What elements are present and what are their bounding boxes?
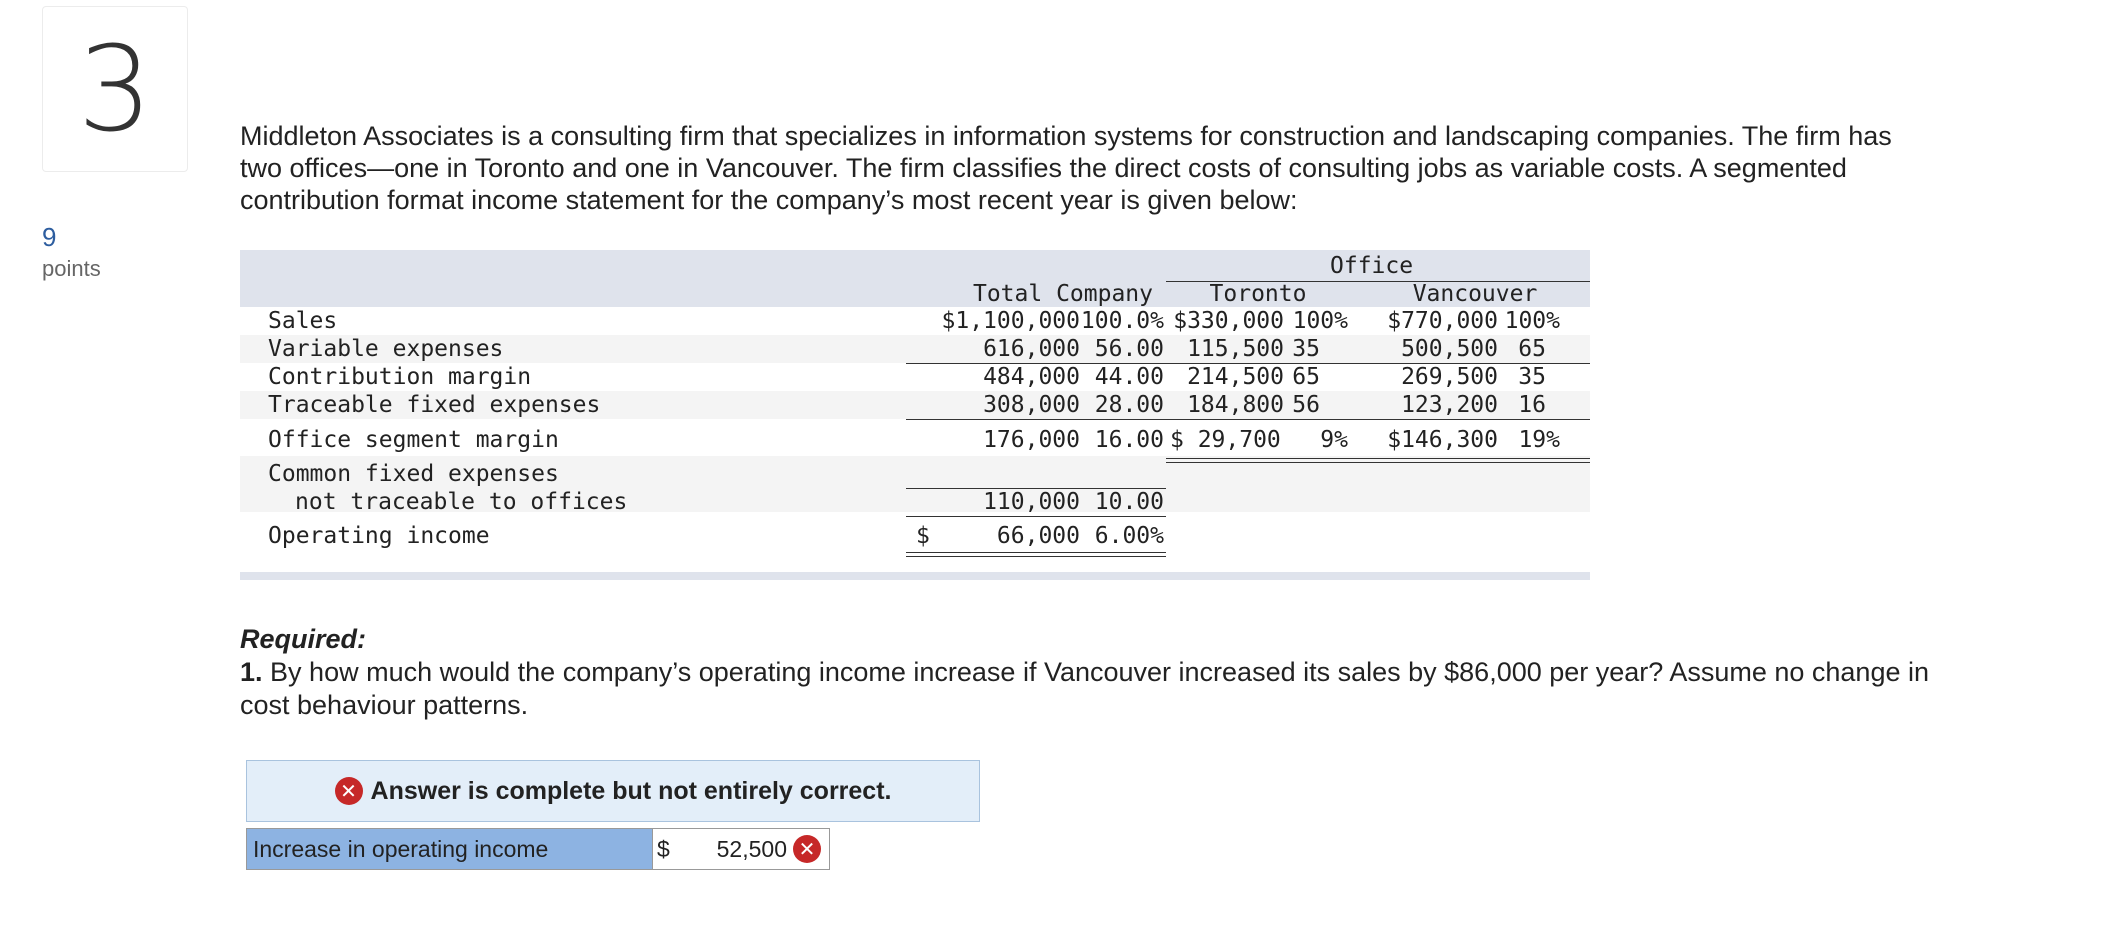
total-value: $1,100,000 [941, 308, 1080, 334]
col-toronto: Toronto [1209, 281, 1307, 307]
vancouver-pct: 19% [1518, 427, 1560, 453]
vancouver-pct: 35 [1518, 364, 1546, 390]
toronto-pct: 65 [1292, 364, 1320, 390]
total-value: 616,000 [983, 336, 1080, 362]
total-pct: 28.00 [1094, 392, 1164, 418]
col-total: Total Company [972, 281, 1153, 307]
total-pct: 100.0% [1080, 308, 1164, 334]
toronto-value: 214,500 [1187, 364, 1284, 390]
row-label: Contribution margin [268, 364, 532, 390]
vancouver-value: $146,300 [1387, 427, 1498, 453]
row-label: Operating income [268, 523, 490, 549]
toronto-value: $330,000 [1173, 308, 1284, 334]
row-label: Variable expenses [268, 336, 504, 362]
vancouver-value: 500,500 [1401, 336, 1498, 362]
toronto-value: $ 29,700 [1170, 427, 1281, 453]
total-pct: 16.00 [1094, 427, 1164, 453]
subtotal-line [906, 516, 1166, 517]
required-question [240, 656, 1940, 722]
row-label: Common fixed expenses [268, 461, 559, 487]
subtotal-line [906, 419, 1590, 420]
answer-row [246, 828, 830, 870]
question-intro: Middleton Associates is a consulting firm that specializes in information systems for construction and landscaping companies. The firm has two offices—one in Toronto and one in Vancouver. The firm classifies the direct costs of consulting jobs as variable costs. A segmented contribution format income statement for the company’s most recent year is given below: [240, 121, 1892, 215]
office-header: Office [1330, 253, 1414, 279]
double-underline [906, 552, 1166, 557]
total-pct: 56.00 [1094, 336, 1164, 362]
x-circle-icon: ✕ [793, 835, 821, 863]
answer-currency: $ [657, 835, 670, 862]
vancouver-value: $770,000 [1387, 308, 1498, 334]
answer-input[interactable] [653, 829, 829, 869]
row-label: Office segment margin [268, 427, 559, 453]
points-value: 9 [42, 222, 57, 252]
answer-status-message: Answer is complete but not entirely correct. [370, 776, 892, 805]
required-heading: Required: [240, 624, 367, 654]
total-value: 176,000 [983, 427, 1080, 453]
question-part-number: 1. [240, 657, 263, 687]
vancouver-pct: 100% [1504, 308, 1560, 334]
toronto-pct: 35 [1292, 336, 1320, 362]
toronto-pct: 56 [1292, 392, 1320, 418]
vancouver-pct: 16 [1518, 392, 1546, 418]
row-label: Sales [268, 308, 338, 334]
question-part-text: By how much would the company’s operating income increase if Vancouver increased its sales by $86,000 per year? Assume no change in cost behaviour patterns. [240, 657, 1929, 720]
toronto-value: 115,500 [1187, 336, 1284, 362]
question-number: 3 [77, 20, 153, 158]
toronto-pct: 9% [1320, 427, 1348, 453]
total-pct: 10.00 [1094, 489, 1164, 515]
double-underline [1166, 458, 1590, 463]
bottom-bar [240, 572, 1590, 580]
answer-value: 52,500 [716, 835, 787, 862]
total-currency: $ [916, 523, 930, 549]
col-vancouver: Vancouver [1412, 281, 1538, 307]
row-label: Traceable fixed expenses [268, 392, 601, 418]
total-value: 66,000 [996, 523, 1080, 549]
answer-status-banner [246, 760, 980, 822]
toronto-value: 184,800 [1187, 392, 1284, 418]
total-pct: 44.00 [1094, 364, 1164, 390]
vancouver-pct: 65 [1518, 336, 1546, 362]
toronto-pct: 100% [1292, 308, 1348, 334]
total-value: 308,000 [983, 392, 1080, 418]
income-statement [240, 250, 1590, 580]
vancouver-value: 123,200 [1401, 392, 1498, 418]
answer-label: Increase in operating income [247, 829, 653, 869]
points-label: points [42, 256, 101, 281]
total-value: 484,000 [983, 364, 1080, 390]
total-pct: 6.00% [1094, 523, 1164, 549]
total-value: 110,000 [983, 489, 1080, 515]
vancouver-value: 269,500 [1401, 364, 1498, 390]
question-number-box [42, 6, 188, 172]
x-circle-icon: ✕ [335, 777, 363, 805]
row-label-continued: not traceable to offices [295, 489, 628, 515]
